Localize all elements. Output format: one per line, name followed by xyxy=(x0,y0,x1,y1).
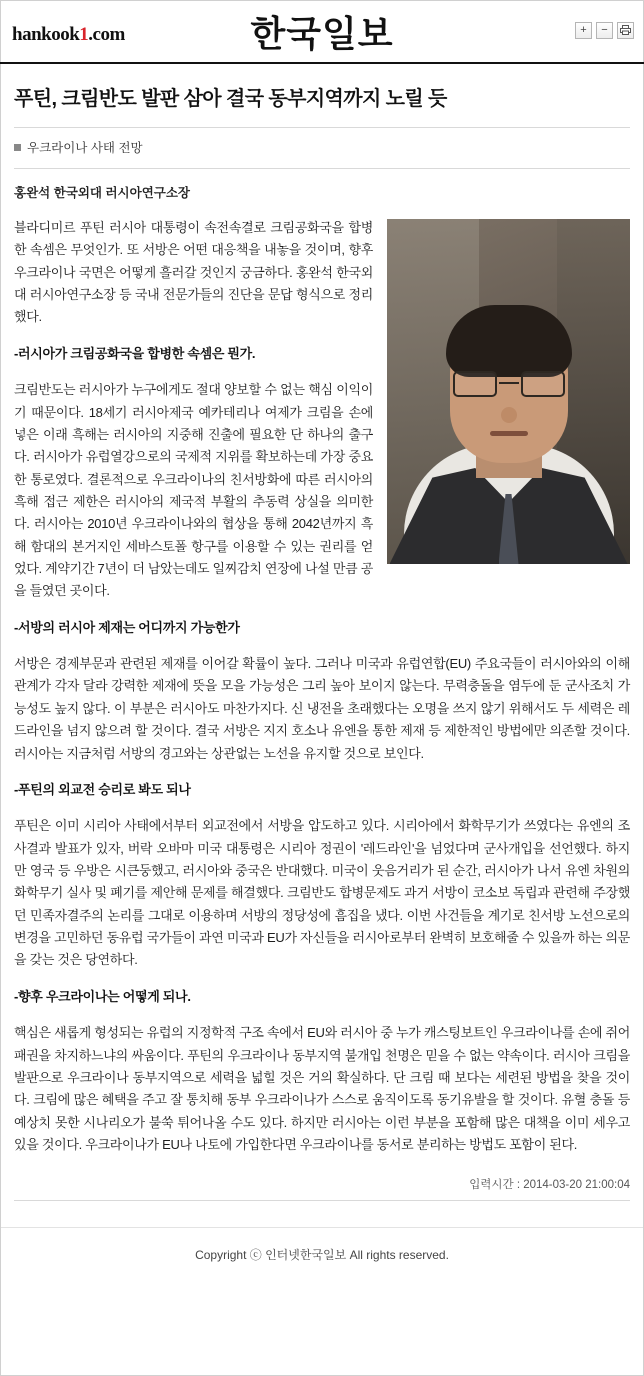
site-header xyxy=(0,0,644,64)
article-body xyxy=(14,217,630,1170)
article-question: -푸틴의 외교전 승리로 봐도 되나 xyxy=(14,781,191,797)
page-title: 푸틴, 크림반도 발판 삼아 결국 동부지역까지 노릴 듯 xyxy=(14,88,447,110)
divider-top xyxy=(14,127,630,128)
article-photo xyxy=(387,219,630,564)
site-logo-main: hankook xyxy=(12,24,80,45)
article-paragraph: 핵심은 새롭게 형성되는 유럽의 지정학적 구조 속에서 EU와 러시아 중 누가 캐스팅보트인 우크라이나를 손에 쥐어 패권을 차지하느냐의 싸움이다. 푸틴의 우크라이나 동부지역 불개입 천명은 믿을 수 없는 약속이다. 러시아 크림을 발판으로 우크라이나 동부지역으로 세력을 넓힐 것은 거의 확실하다. 단 크림 때 보다는 세련된 방법을 찾을 것이다. 크림에 많은 혜택을 주고 잘 통치해 동부 우크라이나가 스스로 움직이도록 동기유발을 할 것이다. 유혈 충돌 등 예상치 못한 시나리오가 불쑥 튀어나올 수도 있다. 하지만 러시아는 이런 부분을 포함해 많은 대책을 이미 세우고 있을 것이다. 우크라이나가 EU나 나토에 가입한다면 우크라이나를 동서로 분리하는 방법도 포함이 된다. xyxy=(14,1025,630,1152)
site-logo-suffix: .com xyxy=(88,24,125,45)
article-question: -러시아가 크림공화국을 합병한 속셈은 뭔가. xyxy=(14,345,256,361)
zoom-out-icon[interactable]: − xyxy=(596,22,613,39)
article xyxy=(0,86,644,1170)
square-bullet-icon xyxy=(14,144,21,151)
photo-nose xyxy=(501,407,517,423)
photo-mouth xyxy=(490,431,528,436)
photo-hair xyxy=(446,305,572,377)
site-logo-accent: 1 xyxy=(79,24,89,45)
article-question: -향후 우크라이나는 어떻게 되나. xyxy=(14,988,191,1004)
print-icon[interactable] xyxy=(617,22,634,39)
article-byline: 홍완석 한국외대 러시아연구소장 xyxy=(14,186,190,200)
site-title: 한국일보 xyxy=(250,13,394,54)
article-timestamp: 입력시간 : 2014-03-20 21:00:04 xyxy=(469,1179,630,1192)
article-paragraph: 크림반도는 러시아가 누구에게도 절대 양보할 수 없는 핵심 이익이기 때문이다. 18세기 러시아제국 예카테리나 여제가 크림을 손에 넣은 이래 흑해는 러시아의 지중해 진출에 필요한 단 하나의 출구다. 러시아가 유럽열강으로의 국제적 지위를 확보하는데 가장 중요한 통로였다. 결론적으로 우크라이나의 친서방화에 따른 러시아의 흑해 접근 제한은 러시아의 제국적 부활의 추동력 상실을 의미한다. 러시아는 2010년 우크라이나와의 협상을 통해 2042년까지 흑해 함대의 본거지인 세바스토폴 항구를 이용할 수 있는 권리를 얻었다. 계약기간 7년이 더 남았는데도 일찌감치 연장에 나설 만큼 공을 들였던 곳이다. xyxy=(14,382,373,599)
article-question: -서방의 러시아 제재는 어디까지 가능한가 xyxy=(14,619,240,635)
site-footer: Copyright ⓒ 인터넷한국일보 All rights reserved. xyxy=(0,1227,644,1289)
divider-bottom xyxy=(14,1200,630,1201)
photo-glasses-icon xyxy=(451,371,567,397)
article-kicker-label: 우크라이나 사태 전망 xyxy=(27,141,143,155)
article-paragraph: 서방은 경제부문과 관련된 제재를 이어갈 확률이 높다. 그러나 미국과 유럽연합(EU) 주요국들이 러시아와의 이해관계가 각자 달라 강력한 제재에 뜻을 모을 가능성은 그리 높아 보이지 않는다. 무력충돌을 염두에 둔 군사조치 가능성도 높지 않다. 이 부분은 러시아도 마찬가지다. 신 냉전을 초래했다는 오명을 쓰지 않기 위해서도 두 세력은 레드라인을 넘지 않으려 할 것이다. 결국 서방은 지지 호소나 유엔을 통한 제재 등 제한적인 방법에만 의존할 것이다. 러시아는 지금처럼 서방의 경고와는 상관없는 노선을 유지할 것으로 보인다. xyxy=(14,656,630,761)
header-tools xyxy=(575,22,634,39)
article-paragraph: 푸틴은 이미 시리아 사태에서부터 외교전에서 서방을 압도하고 있다. 시리아에서 화학무기가 쓰였다는 유엔의 조사결과 발표가 있자, 버락 오바마 미국 대통령은 시리아 정권이 '레드라인'을 넘었다며 군사개입을 선언했다. 하지만 영국 등 우방은 시큰둥했고, 러시아와 중국은 반대했다. 미국이 웃음거리가 된 순간, 러시아가 나서 유엔 차원의 화학무기 실사 및 폐기를 제안해 문제를 해결했다. 크림반도 합병문제도 과거 서방이 코소보 독립과 관련해 주장했던 민족자결주의 논리를 그대로 이용하며 서방의 정당성에 흠집을 냈다. 이번 사건들을 계기로 친서방 노선으로의 변경을 고민하던 동유럽 국가들이 과연 미국과 EU가 자신들을 러시아로부터 완벽히 보호해줄 수 있을까 하는 의문을 갖는 것은 당연하다. xyxy=(14,818,630,968)
site-logo[interactable] xyxy=(12,24,125,46)
zoom-in-icon[interactable]: + xyxy=(575,22,592,39)
article-paragraph: 블라디미르 푸틴 러시아 대통령이 속전속결로 크림공화국을 합병한 속셈은 무엇인가. 또 서방은 어떤 대응책을 내놓을 것이며, 향후 우크라이나 국면은 어떻게 흘러갈 것인지 궁금하다. 홍완석 한국외대 러시아연구소장 등 국내 전문가들의 진단을 문답 형식으로 정리했다. xyxy=(14,220,373,325)
article-kicker xyxy=(14,138,630,156)
divider-kicker xyxy=(14,168,630,169)
